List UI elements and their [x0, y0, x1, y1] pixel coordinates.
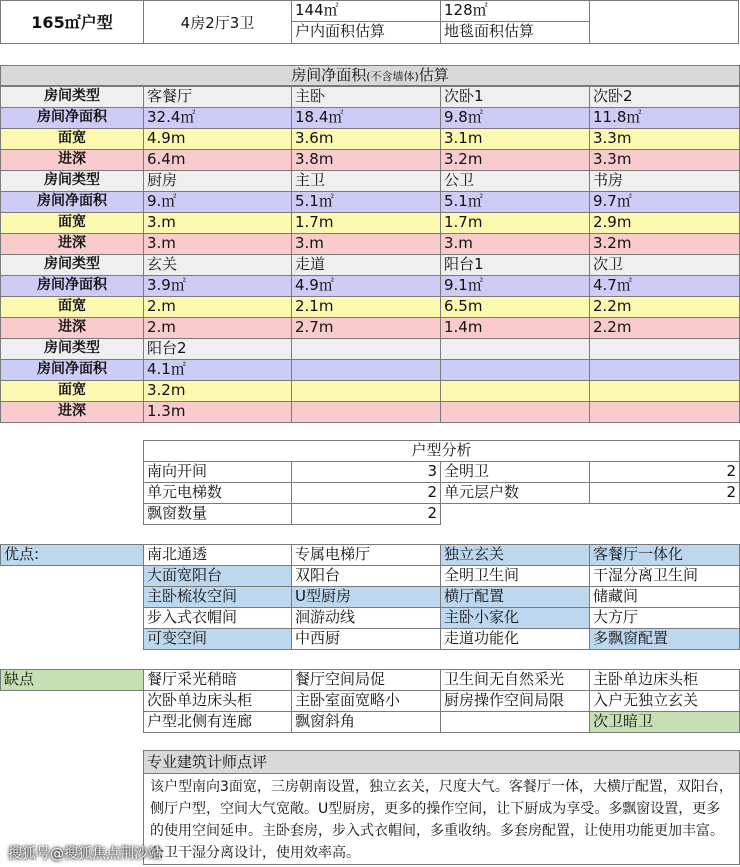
- room-width: 4.9m: [143, 128, 292, 150]
- pros-item: 主卧梳妆空间: [143, 586, 292, 608]
- cons-item: 厨房操作空间局限: [440, 690, 590, 712]
- room-width: [440, 380, 590, 402]
- room-width: 2.1m: [291, 296, 441, 318]
- room-width: [589, 380, 740, 402]
- room-name: 次卫: [589, 254, 740, 276]
- indoor-area-label: 户内面积估算: [291, 21, 441, 44]
- summary-empty-cell: [589, 0, 739, 44]
- room-depth: [291, 401, 441, 423]
- analysis-label: 单元电梯数: [143, 482, 292, 504]
- room-area: 5.1㎡: [440, 191, 590, 213]
- room-area: [291, 359, 441, 381]
- room-width: 2.m: [143, 296, 292, 318]
- room-width: 3.2m: [143, 380, 292, 402]
- pros-item: 干湿分离卫生间: [589, 565, 740, 587]
- carpet-area-value: 128㎡: [440, 0, 590, 22]
- room-width: 2.2m: [589, 296, 740, 318]
- row-label-area: 房间净面积: [0, 359, 144, 381]
- room-name: 主卫: [291, 170, 441, 192]
- room-area: 3.9㎡: [143, 275, 292, 297]
- rooms-title-note: (不含墙体): [366, 70, 419, 83]
- room-name: 走道: [291, 254, 441, 276]
- room-depth: 1.4m: [440, 317, 590, 339]
- room-area: 18.4㎡: [291, 107, 441, 129]
- row-label-type: 房间类型: [0, 86, 144, 108]
- row-label-type: 房间类型: [0, 254, 144, 276]
- room-name: 书房: [589, 170, 740, 192]
- pros-item: 全明卫生间: [440, 565, 590, 587]
- pros-item: 大面宽阳台: [143, 565, 292, 587]
- room-area: 5.1㎡: [291, 191, 441, 213]
- row-label-width: 面宽: [0, 296, 144, 318]
- row-label-area: 房间净面积: [0, 107, 144, 129]
- room-width: 1.7m: [440, 212, 590, 234]
- row-label-area: 房间净面积: [0, 275, 144, 297]
- room-name: 阳台2: [143, 338, 292, 360]
- room-depth: 3.m: [143, 233, 292, 255]
- room-width: 3.1m: [440, 128, 590, 150]
- cons-item: 户型北侧有连廊: [143, 711, 292, 733]
- row-label-depth: 进深: [0, 233, 144, 255]
- analysis-label: 飘窗数量: [143, 503, 292, 525]
- room-depth: 1.3m: [143, 401, 292, 423]
- room-depth: 3.m: [440, 233, 590, 255]
- cons-item: 餐厅采光稍暗: [143, 669, 292, 691]
- room-depth: 3.2m: [440, 149, 590, 171]
- row-label-width: 面宽: [0, 128, 144, 150]
- pros-item: 南北通透: [143, 544, 292, 566]
- analysis-value: 2: [291, 482, 441, 504]
- room-depth: 3.2m: [589, 233, 740, 255]
- comment-title: 专业建筑计师点评: [143, 750, 740, 774]
- room-name: 次卧2: [589, 86, 740, 108]
- row-label-type: 房间类型: [0, 170, 144, 192]
- row-label-depth: 进深: [0, 317, 144, 339]
- pros-item: 客餐厅一体化: [589, 544, 740, 566]
- room-area: 9.㎡: [143, 191, 292, 213]
- rooms-title-main: 房间净面积: [291, 66, 367, 84]
- room-depth: [589, 401, 740, 423]
- cons-item: 主卧单边床头柜: [589, 669, 740, 691]
- room-area: [589, 359, 740, 381]
- cons-label: 缺点: [0, 669, 144, 691]
- room-width: 6.5m: [440, 296, 590, 318]
- row-label-type: 房间类型: [0, 338, 144, 360]
- room-width: 3.3m: [589, 128, 740, 150]
- room-width: 2.9m: [589, 212, 740, 234]
- row-label-width: 面宽: [0, 212, 144, 234]
- room-area: 4.9㎡: [291, 275, 441, 297]
- room-depth: 6.4m: [143, 149, 292, 171]
- analysis-title: 户型分析: [143, 440, 740, 462]
- carpet-area-label: 地毯面积估算: [440, 21, 590, 44]
- room-name: 阳台1: [440, 254, 590, 276]
- indoor-area-value: 144㎡: [291, 0, 441, 22]
- analysis-value: 3: [291, 461, 441, 483]
- pros-item: 独立玄关: [440, 544, 590, 566]
- room-name: 公卫: [440, 170, 590, 192]
- room-area: 4.1㎡: [143, 359, 292, 381]
- room-area: 9.7㎡: [589, 191, 740, 213]
- room-area: 32.4㎡: [143, 107, 292, 129]
- room-area: [440, 359, 590, 381]
- room-width: 1.7m: [291, 212, 441, 234]
- pros-label: 优点:: [0, 544, 144, 566]
- room-name: 主卧: [291, 86, 441, 108]
- pros-item: 走道功能化: [440, 628, 590, 650]
- pros-item: 多飘窗配置: [589, 628, 740, 650]
- pros-item: 专属电梯厅: [291, 544, 441, 566]
- cons-item: 次卧单边床头柜: [143, 690, 292, 712]
- pros-item: 大方厅: [589, 607, 740, 629]
- room-depth: 2.7m: [291, 317, 441, 339]
- cons-item: 次卫暗卫: [589, 711, 740, 733]
- pros-item: 双阳台: [291, 565, 441, 587]
- room-depth: 3.3m: [589, 149, 740, 171]
- analysis-value: 2: [589, 461, 740, 483]
- unit-layout: 4房2厅3卫: [143, 0, 292, 44]
- unit-type-label: 165㎡户型: [0, 0, 144, 44]
- pros-item: 储藏间: [589, 586, 740, 608]
- row-label-area: 房间净面积: [0, 191, 144, 213]
- comment-text: 该户型南向3面宽，三房朝南设置，独立玄关，尺度大气。客餐厅一体，大横厅配置，双阳台，侧厅户型，空间大气宽敞。U型厨房，更多的操作空间，让下厨成为享受。多飘窗设置，更多的使用空间延申。主卧套房，步入式衣帽间，多重收纳。多套房配置，让使用功能更加丰富。公卫干湿分离设计，使用效率高。: [143, 773, 740, 865]
- cons-item: 卫生间无自然采光: [440, 669, 590, 691]
- room-depth: [440, 401, 590, 423]
- room-name: [291, 338, 441, 360]
- room-name: 次卧1: [440, 86, 590, 108]
- room-depth: 2.2m: [589, 317, 740, 339]
- room-area: 11.8㎡: [589, 107, 740, 129]
- room-area: 9.1㎡: [440, 275, 590, 297]
- pros-item: 主卧小家化: [440, 607, 590, 629]
- room-depth: 3.m: [291, 233, 441, 255]
- cons-item: [440, 711, 590, 733]
- analysis-value: 2: [589, 482, 740, 504]
- row-label-depth: 进深: [0, 149, 144, 171]
- analysis-label: 南向开间: [143, 461, 292, 483]
- room-width: [291, 380, 441, 402]
- rooms-section-title: [0, 65, 740, 86]
- analysis-label: 单元层户数: [440, 482, 590, 504]
- pros-item: U型厨房: [291, 586, 441, 608]
- cons-item: 飘窗斜角: [291, 711, 441, 733]
- analysis-value: 2: [291, 503, 441, 525]
- cons-item: 入户无独立玄关: [589, 690, 740, 712]
- pros-item: 中西厨: [291, 628, 441, 650]
- room-depth: 2.m: [143, 317, 292, 339]
- room-name: 玄关: [143, 254, 292, 276]
- room-depth: 3.8m: [291, 149, 441, 171]
- room-name: [440, 338, 590, 360]
- analysis-label: 全明卫: [440, 461, 590, 483]
- row-label-width: 面宽: [0, 380, 144, 402]
- pros-item: 洄游动线: [291, 607, 441, 629]
- row-label-depth: 进深: [0, 401, 144, 423]
- cons-item: 主卧室面宽略小: [291, 690, 441, 712]
- pros-item: 可变空间: [143, 628, 292, 650]
- rooms-title-suffix: 估算: [418, 66, 449, 84]
- pros-item: 步入式衣帽间: [143, 607, 292, 629]
- room-area: 4.7㎡: [589, 275, 740, 297]
- pros-item: 横厅配置: [440, 586, 590, 608]
- room-area: 9.8㎡: [440, 107, 590, 129]
- watermark: 搜狐号@搜狐焦点荆沙站: [8, 846, 162, 862]
- room-width: 3.6m: [291, 128, 441, 150]
- room-name: [589, 338, 740, 360]
- room-name: 厨房: [143, 170, 292, 192]
- cons-item: 餐厅空间局促: [291, 669, 441, 691]
- room-width: 3.m: [143, 212, 292, 234]
- room-name: 客餐厅: [143, 86, 292, 108]
